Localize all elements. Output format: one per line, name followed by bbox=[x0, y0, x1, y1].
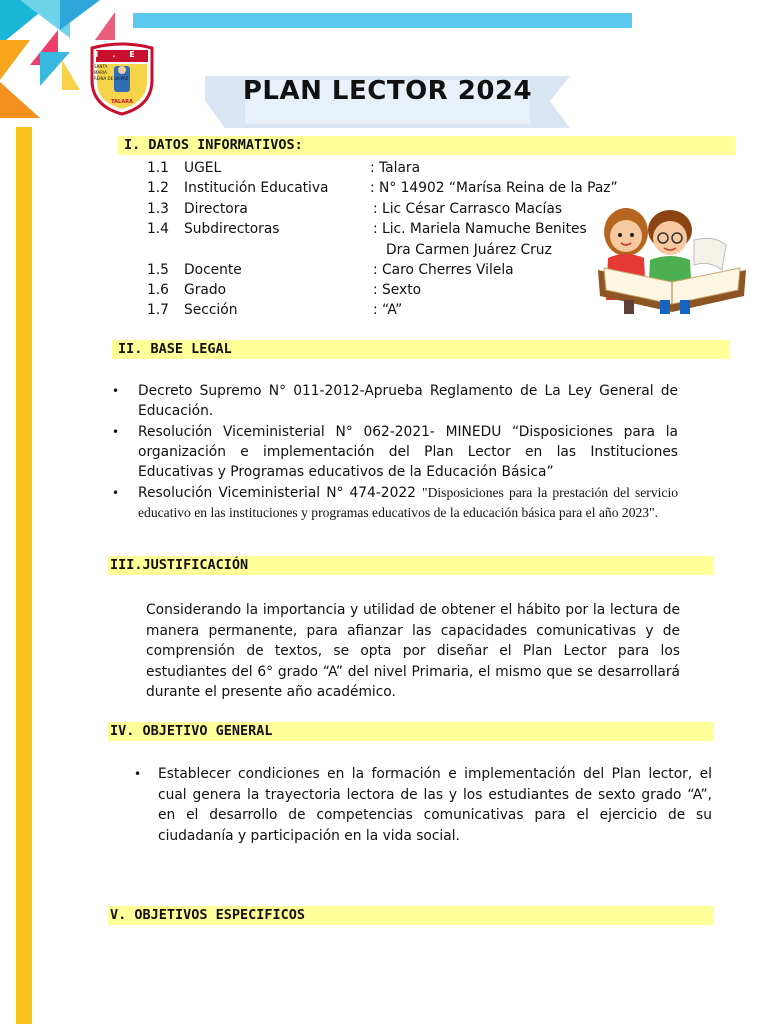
bullet: • bbox=[134, 767, 142, 781]
bullet: • bbox=[112, 425, 120, 439]
info-value: : N° 14902 “Marísa Reina de la Paz” bbox=[370, 180, 618, 196]
bullet: • bbox=[112, 384, 120, 398]
left-accent-bar bbox=[16, 127, 32, 1024]
logo-top-text: I.E bbox=[95, 50, 149, 59]
base-legal-text-a: Resolución Viceministerial N° 474-2022 bbox=[138, 485, 416, 501]
info-value: : Talara bbox=[370, 160, 421, 176]
base-legal-text: Resolución Viceministerial N° 062-2021- MINEDU “Disposiciones para la organización e implementación del Plan Lector en las Instituciones Educativas y Programas educativos de la Educación Básica” bbox=[138, 424, 678, 480]
base-legal-text bbox=[138, 483, 678, 523]
info-num: 1.6 bbox=[147, 282, 169, 298]
logo-line1: SANTA bbox=[94, 64, 108, 69]
bullet: • bbox=[112, 486, 120, 500]
info-num: 1.3 bbox=[147, 201, 169, 217]
logo-line3: REINA DE LA PAZ bbox=[94, 76, 129, 81]
section-header-base-legal: II. BASE LEGAL bbox=[112, 340, 730, 359]
section-header-datos: I. DATOS INFORMATIVOS: bbox=[118, 136, 736, 155]
school-logo bbox=[86, 42, 158, 116]
info-num: 1.7 bbox=[147, 302, 169, 318]
info-value: : Lic César Carrasco Macías bbox=[373, 201, 563, 217]
info-value: : Lic. Mariela Namuche Benites bbox=[373, 221, 587, 237]
section-header-objetivo-general: IV. OBJETIVO GENERAL bbox=[108, 722, 714, 741]
info-num: 1.4 bbox=[147, 221, 169, 237]
info-num: 1.2 bbox=[147, 180, 169, 196]
base-legal-item bbox=[112, 483, 678, 543]
info-num: 1.5 bbox=[147, 262, 169, 278]
base-legal-text-b: "Disposiciones para la prestación del servicio educativo en las instituciones y programas educativos de la educación básica para el año 2023". bbox=[138, 485, 679, 520]
info-label: Directora bbox=[184, 201, 248, 217]
base-legal-text: Decreto Supremo N° 011-2012-Aprueba Reglamento de La Ley General de Educación. bbox=[138, 383, 678, 419]
info-value: : Caro Cherres Vilela bbox=[373, 262, 514, 278]
section-header-objetivos-especificos: V. OBJETIVOS ESPECIFICOS bbox=[108, 906, 714, 925]
objetivo-general-text: Establecer condiciones en la formación e implementación del Plan lector, el cual genera la trayectoria lectora de las y los estudiantes de sexto grado “A”, en el desarrollo de competencias comunicativas para el ejercicio de su ciudadanía y participación en la vida social. bbox=[158, 766, 712, 844]
info-label: Institución Educativa bbox=[184, 180, 329, 196]
info-label: Docente bbox=[184, 262, 242, 278]
info-label: Grado bbox=[184, 282, 227, 298]
info-value: : “A” bbox=[373, 302, 403, 318]
info-value: : Sexto bbox=[373, 282, 422, 298]
info-label: UGEL bbox=[184, 160, 222, 176]
info-label: Sección bbox=[184, 302, 238, 318]
top-accent-bar bbox=[133, 13, 632, 28]
section-header-justificacion: III.JUSTIFICACIÓN bbox=[108, 556, 714, 575]
objetivo-general-item bbox=[134, 764, 712, 846]
children-reading-illustration bbox=[594, 200, 754, 322]
info-value: Dra Carmen Juárez Cruz bbox=[386, 242, 552, 258]
base-legal-item bbox=[112, 422, 678, 482]
justificacion-paragraph: Considerando la importancia y utilidad de obtener el hábito por la lectura de manera permanente, para afianzar las capacidades comunicativas y de comprensión de textos, se opta por diseñar el Plan Lector para los estudiantes del 6° grado “A” del nivel Primaria, el mismo que se desarrollará durante el presente año académico. bbox=[146, 602, 680, 700]
page-title: PLAN LECTOR 2024 bbox=[242, 76, 533, 106]
info-num: 1.1 bbox=[147, 160, 169, 176]
base-legal-item bbox=[112, 381, 678, 421]
logo-line2: MARIA bbox=[94, 70, 107, 75]
logo-bottom-text: TALARA bbox=[111, 99, 133, 105]
info-label: Subdirectoras bbox=[184, 221, 280, 237]
